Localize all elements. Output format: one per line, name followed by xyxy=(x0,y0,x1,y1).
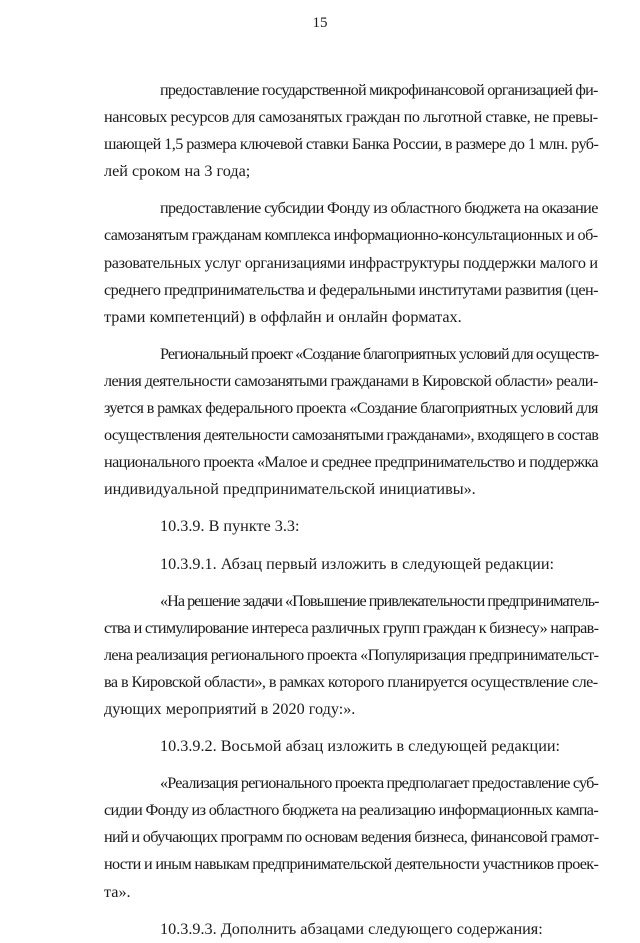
text-line: зуется в рамках федерального проекта «Создание благоприятных условий для xyxy=(104,399,598,418)
text-line: та». xyxy=(104,882,131,901)
text-line: сидии Фонду из областного бюджета на реализацию информационных кампа- xyxy=(104,801,599,820)
text-line: осуществления деятельности самозанятыми гражданами», входящего в состав xyxy=(104,426,599,445)
text-line: дующих мероприятий в 2020 году:». xyxy=(104,699,356,718)
text-line: 10.3.9.3. Дополнить абзацами следующего содержания: xyxy=(160,919,543,938)
text-line: лена реализация регионального проекта «Популяризация предпринимательст- xyxy=(104,645,599,664)
paragraph-p2 xyxy=(104,195,598,330)
document-body xyxy=(104,77,598,943)
text-line: нансовых ресурсов для самозанятых граждан по льготной ставке, не превы- xyxy=(104,108,598,127)
paragraph-p6 xyxy=(104,588,598,723)
text-line: ства и стимулирование интереса различных групп граждан к бизнесу» направ- xyxy=(104,618,599,637)
text-line: предоставление государственной микрофинансовой организацией фи- xyxy=(160,81,598,99)
text-line: лей сроком на 3 года; xyxy=(104,162,251,181)
text-line: индивидуальной предпринимательской инициативы». xyxy=(104,480,476,499)
paragraph-p8 xyxy=(104,770,598,905)
text-line: ва в Кировской области», в рамках которого планируется осуществление сле- xyxy=(104,672,598,691)
text-line: Региональный проект «Создание благоприятных условий для осуществ- xyxy=(160,344,599,363)
paragraph-p5 xyxy=(104,551,598,578)
text-line: 10.3.9. В пункте 3.3: xyxy=(160,517,300,536)
paragraph-p7 xyxy=(104,733,598,760)
paragraph-p1 xyxy=(104,77,598,185)
text-line: предоставление субсидии Фонду из областного бюджета на оказание xyxy=(160,199,598,218)
text-line: ления деятельности самозанятыми гражданами в Кировской области» реали- xyxy=(104,371,598,390)
paragraph-p4 xyxy=(104,513,598,540)
text-line: ний и обучающих программ по основам ведения бизнеса, финансовой грамот- xyxy=(104,828,599,847)
text-line: самозанятым гражданам комплекса информационно-консультационных и об- xyxy=(104,226,598,245)
text-line: 10.3.9.1. Абзац первый изложить в следующей редакции: xyxy=(160,554,554,573)
text-line: разовательных услуг организациями инфраструктуры поддержки малого и xyxy=(104,253,598,272)
text-line: шающей 1,5 размера ключевой ставки Банка России, в размере до 1 млн. руб- xyxy=(104,135,599,154)
text-line: национального проекта «Малое и среднее предпринимательство и поддержка xyxy=(104,453,598,472)
text-line: «На решение задачи «Повышение привлекательности предприниматель- xyxy=(160,591,599,610)
text-line: ности и иным навыкам предпринимательской деятельности участников проек- xyxy=(104,855,599,874)
paragraph-p9 xyxy=(104,916,598,943)
text-line: «Реализация регионального проекта предполагает предоставление суб- xyxy=(160,774,599,793)
text-line: среднего предпринимательства и федеральными институтами развития (цен- xyxy=(104,280,599,299)
paragraph-p3 xyxy=(104,341,598,504)
text-line: трами компетенций) в оффлайн и онлайн форматах. xyxy=(104,307,462,326)
text-line: 10.3.9.2. Восьмой абзац изложить в следующей редакции: xyxy=(160,737,561,756)
page-number: 15 xyxy=(312,15,328,31)
